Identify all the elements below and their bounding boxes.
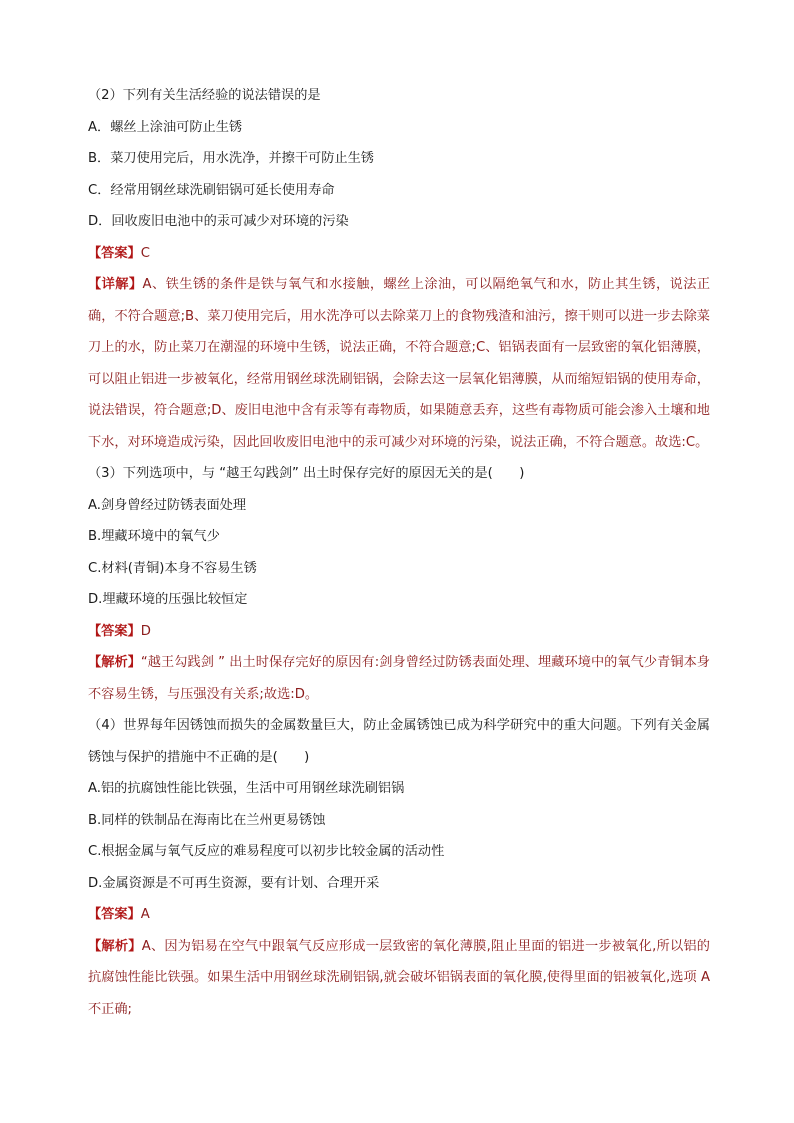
answer-tag: 【答案】 xyxy=(88,907,141,922)
document-content xyxy=(88,80,710,1025)
explanation-tag: 【详解】 xyxy=(88,277,143,292)
question-4-explanation xyxy=(88,931,710,1026)
question-2-option-d: D．回收废旧电池中的汞可减少对环境的污染 xyxy=(88,214,349,229)
question-2-option-b: B．菜刀使用完后，用水洗净，并擦干可防止生锈 xyxy=(88,151,374,166)
answer-tag: 【答案】 xyxy=(88,623,141,639)
question-4-answer xyxy=(88,899,710,931)
question-2-option-c: C．经常用钢丝球洗刷铝锅可延长使用寿命 xyxy=(88,182,335,198)
explanation-text: A、铁生锈的条件是铁与氧气和水接触，螺丝上涂油，可以隔绝氧气和水，防止其生锈，说法正确，不符合题意;B、菜刀使用完后，用水洗净可以去除菜刀上的食物残渣和油污，擦干则可以进一步去除菜刀上的水，防止菜刀在潮湿的环境中生锈，说法正确，不符合题意;C、铝锅表面有一层致密的氧化铝薄膜，可以阻止铝进一步被氧化，经常用钢丝球洗刷铝锅，会除去这一层氧化铝薄膜，从而缩短铝锅的使用寿命，说法错误，符合题意;D、废旧电池中含有汞等有毒物质，如果随意丢弃，这些有毒物质可能会渗入土壤和地下水，对环境造成污染，因此回收废旧电池中的汞可减少对环境的污染，说法正确，不符合题意。故选:C。 xyxy=(88,277,711,450)
question-3-option-d: D.埋藏环境的压强比较恒定 xyxy=(88,592,248,607)
question-4-stem: （4）世界每年因锈蚀而损失的金属数量巨大，防止金属锈蚀已成为科学研究中的重大问题。下列有关金属锈蚀与保护的措施中不正确的是( ) xyxy=(88,718,710,765)
question-2-stem: （2）下列有关生活经验的说法错误的是 xyxy=(88,88,321,103)
question-4-option-b: B.同样的铁制品在海南比在兰州更易锈蚀 xyxy=(88,812,326,828)
explanation-text: A、因为铝易在空气中跟氧气反应形成一层致密的氧化薄膜,阻止里面的铝进一步被氧化,所以铝的抗腐蚀性能比铁强。如果生活中用钢丝球洗刷铝锅,就会破坏铝锅表面的氧化膜,使得里面的铝被氧化,选项 A 不正确; xyxy=(88,938,710,1017)
question-3-option-b: B.埋藏环境中的氧气少 xyxy=(88,529,220,544)
question-3-option-a: A.剑身曾经过防锈表面处理 xyxy=(88,497,247,513)
question-4-option-d: D.金属资源是不可再生资源，要有计划、合理开采 xyxy=(88,875,380,891)
question-2-explanation xyxy=(88,269,710,458)
question-3-explanation xyxy=(88,647,710,710)
question-2-answer xyxy=(88,238,710,270)
question-3-option-c: C.材料(青铜)本身不容易生锈 xyxy=(88,560,257,576)
answer-tag: 【答案】 xyxy=(88,245,141,261)
question-3-answer xyxy=(88,616,710,648)
explanation-text: “越王勾践剑 ” 出土时保存完好的原因有:剑身曾经过防锈表面处理、埋藏环境中的氧气少青铜本身不容易生锈，与压强没有关系;故选:D。 xyxy=(88,655,710,702)
question-4-option-c: C.根据金属与氧气反应的难易程度可以初步比较金属的活动性 xyxy=(88,844,445,859)
answer-value: D xyxy=(140,623,151,639)
question-2-option-a: A．螺丝上涂油可防止生锈 xyxy=(88,119,243,135)
answer-value: C xyxy=(140,245,150,261)
explanation-tag: 【解析】 xyxy=(88,938,142,954)
question-4-option-a: A.铝的抗腐蚀性能比铁强，生活中可用钢丝球洗刷铝锅 xyxy=(88,781,405,796)
question-3-stem: （3）下列选项中，与 “越王勾践剑” 出土时保存完好的原因无关的是( ) xyxy=(88,466,525,481)
answer-value: A xyxy=(140,907,150,922)
explanation-tag: 【解析】 xyxy=(88,655,141,670)
